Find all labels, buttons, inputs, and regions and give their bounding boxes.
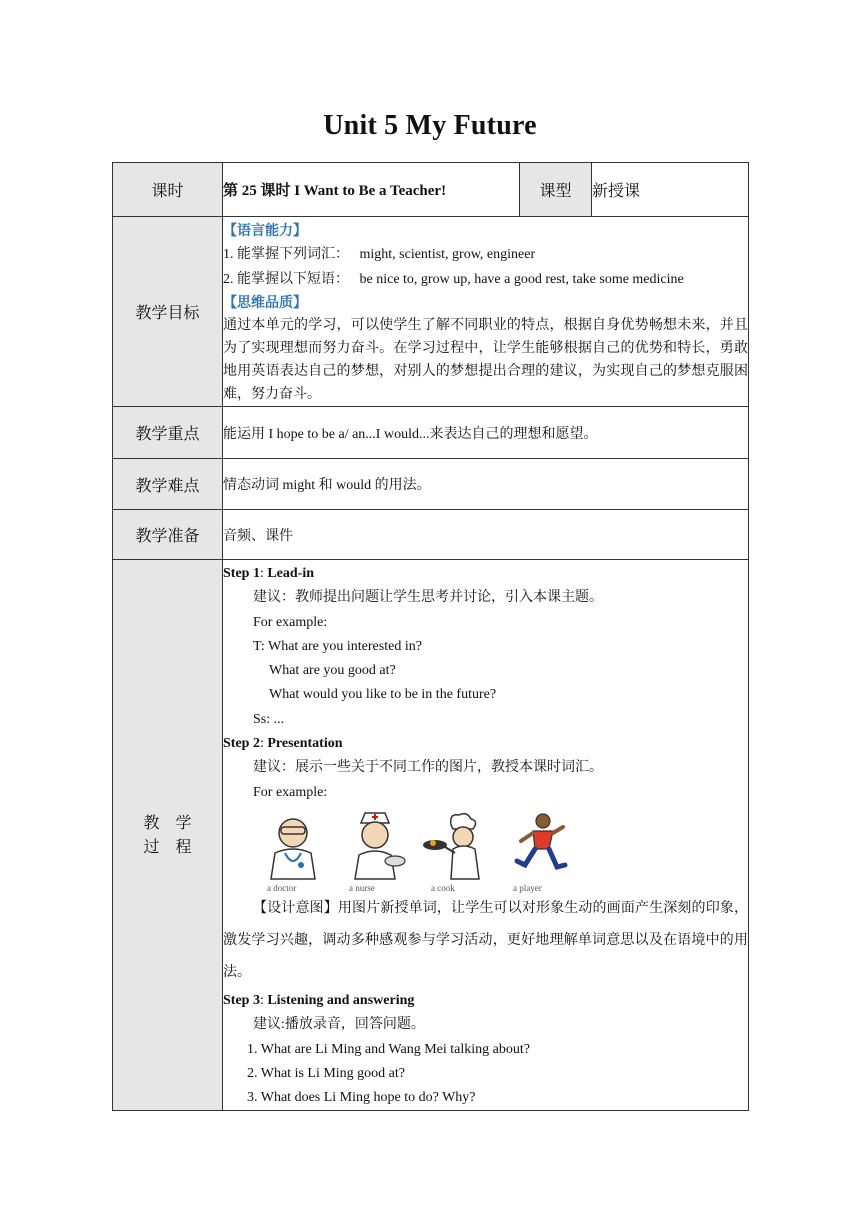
job-picture-cook: [417, 809, 497, 893]
label-keshi: 课时: [113, 163, 223, 217]
doctor-icon: [257, 809, 329, 881]
label-prep: 教学准备: [113, 510, 223, 560]
row-process: [113, 560, 749, 1111]
page-title: Unit 5 My Future: [323, 110, 537, 141]
step1-name: Lead-in: [267, 566, 315, 581]
step1-example: For example:: [253, 614, 328, 630]
step1-students: Ss: ...: [253, 711, 285, 727]
lesson-title: 第 25 课时 I Want to Be a Teacher!: [223, 163, 520, 217]
step2-name: Presentation: [267, 736, 343, 752]
row-prep: [113, 510, 749, 560]
step3-question-2: 2. What is Li Ming good at?: [247, 1065, 405, 1081]
label-process-line2: 过 程: [143, 837, 192, 857]
row-goals: [113, 217, 749, 407]
job-picture-player: [499, 809, 579, 893]
label-process: [113, 560, 223, 1111]
nurse-icon: [339, 809, 411, 881]
step2-heading: Step 2: Presentation: [223, 736, 343, 752]
step3-heading: Step 3: Listening and answering: [223, 992, 415, 1008]
caption-cook: a cook: [431, 882, 455, 893]
step1-suggest: 建议：教师提出问题让学生思考并讨论，引入本课主题。: [253, 590, 603, 606]
cook-icon: [421, 809, 493, 881]
job-pictures: [223, 805, 748, 893]
job-picture-nurse: [335, 809, 415, 893]
caption-player: a player: [513, 882, 542, 893]
process-content: [223, 560, 749, 1111]
step1-teacher-line: T: What are you interested in?: [253, 638, 422, 654]
focus-text: 能运用 I hope to be a/ an...I would...来表达自己的理想和愿望。: [223, 407, 749, 459]
label-focus: 教学重点: [113, 407, 223, 459]
step3-question-3: 3. What does Li Ming hope to do? Why?: [247, 1090, 476, 1106]
step2-suggest: 建议：展示一些关于不同工作的图片，教授本课时词汇。: [253, 760, 603, 776]
goal-item-1-prefix: 1. 能掌握下列词汇：: [223, 247, 349, 262]
step2-design-text: 【设计意图】用图片新授单词，让学生可以对形象生动的画面产生深刻的印象，激发学习兴趣，调动多种感观参与学习活动，更好地理解单词意思以及在语境中的用法。: [223, 900, 748, 980]
label-type: 课型: [520, 163, 592, 217]
goal-item-2-prefix: 2. 能掌握以下短语：: [223, 272, 349, 287]
goal-item-2-text: be nice to, grow up, have a good rest, take some medicine: [359, 272, 684, 287]
goal-item-2: [223, 267, 748, 292]
step2-num: Step 2: [223, 736, 260, 752]
lesson-type: 新授课: [592, 163, 749, 217]
prep-text: 音频、课件: [223, 510, 749, 560]
job-picture-doctor: [253, 809, 333, 893]
step1-num: Step 1: [223, 566, 260, 581]
step1-question-3: What would you like to be in the future?: [269, 687, 497, 703]
goal-item-1: [223, 242, 748, 267]
step1-question-2: What are you good at?: [269, 663, 396, 679]
goals-content: [223, 217, 749, 407]
row-focus: [113, 407, 749, 459]
step2-design-intent: [223, 893, 748, 989]
label-process-line1: 教 学: [143, 813, 192, 833]
caption-nurse: a nurse: [349, 882, 375, 893]
caption-doctor: a doctor: [267, 882, 297, 893]
player-icon: [503, 809, 575, 881]
step3-question-1: 1. What are Li Ming and Wang Mei talking about?: [247, 1041, 530, 1057]
thinking-quality-heading: 【思维品质】: [223, 295, 307, 311]
language-ability-heading: 【语言能力】: [223, 223, 307, 239]
difficulty-text: 情态动词 might 和 would 的用法。: [223, 459, 749, 510]
row-difficulty: [113, 459, 749, 510]
step1-heading: Step 1: Lead-in: [223, 566, 315, 581]
step3-suggest: 建议:播放录音，回答问题。: [253, 1017, 425, 1033]
thinking-quality-text: 通过本单元的学习，可以使学生了解不同职业的特点，根据自身优势畅想未来，并且为了实现理想而努力奋斗。在学习过程中，让学生能够根据自己的优势和特长，勇敢地用英语表达自己的梦想，对别人的梦想提出合理的建议，为实现自己的梦想克服困难，努力奋斗。: [223, 318, 748, 402]
step3-num: Step 3: [223, 992, 260, 1008]
step2-example: For example:: [253, 784, 328, 800]
label-difficulty: 教学难点: [113, 459, 223, 510]
row-keshi: [113, 163, 749, 217]
label-goals: 教学目标: [113, 217, 223, 407]
goal-item-1-text: might, scientist, grow, engineer: [359, 247, 536, 262]
lesson-plan-table: [112, 162, 749, 1111]
step3-name: Listening and answering: [267, 992, 415, 1008]
